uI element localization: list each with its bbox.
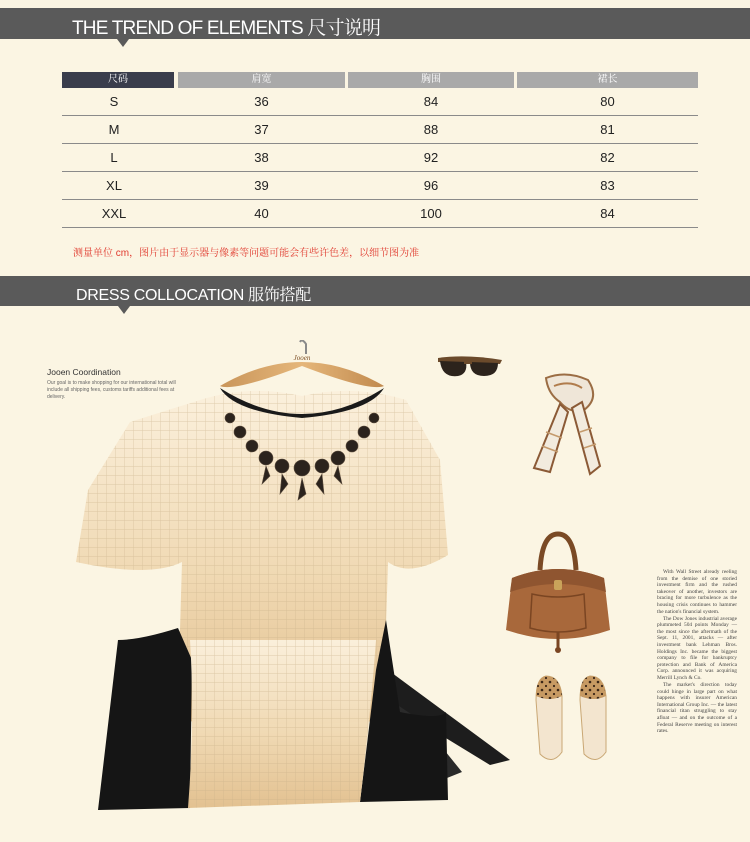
sunglasses-photo	[436, 352, 504, 382]
cell-shoulder: 37	[254, 122, 269, 137]
cell-length: 83	[600, 178, 615, 193]
table-row	[62, 144, 698, 172]
table-row	[62, 116, 698, 144]
size-table	[62, 72, 698, 228]
header-shoulder: 肩宽	[178, 72, 345, 88]
table-row	[62, 172, 698, 200]
cell-bust: 84	[423, 94, 439, 109]
cell-shoulder: 36	[254, 94, 269, 109]
cell-bust: 88	[423, 122, 439, 137]
newspaper-article	[657, 569, 737, 735]
cell-length: 81	[600, 122, 615, 137]
cell-bust: 96	[423, 178, 439, 193]
coordination-text: Our goal is to make shopping for our international total will include all shipping fees, customs tariffs additional fees at delivery.	[47, 380, 176, 400]
header-size: 尺码	[62, 72, 174, 88]
dress-collocation-banner	[0, 276, 750, 306]
table-row	[62, 88, 698, 116]
article-paragraph: With Wall Street already reeling from the demise of one storied investment firm and the rushed takeover of another, investors are bracing for more turbulence as the housing crisis continues to hammer the nation's financial system.	[657, 569, 737, 615]
article-paragraph: The Dow Jones industrial average plummeted 504 points Monday — the most since the aftermath of the Sept. 11, 2001, attacks — after investment bank Lehman Bros. Holdings Inc. became the biggest company to file for bankruptcy protection and Bank of America Corp. announced it was acquiring Merrill Lynch & Co.	[657, 615, 737, 681]
banner-pointer	[118, 306, 130, 314]
table-row	[62, 200, 698, 228]
shoes-photo	[532, 672, 612, 768]
cell-bust: 92	[423, 150, 439, 165]
cell-shoulder: 40	[254, 206, 269, 221]
cell-size: M	[108, 122, 120, 137]
cell-length: 84	[600, 206, 615, 221]
banner-pointer	[117, 39, 129, 47]
cell-shoulder: 38	[254, 150, 269, 165]
cell-size: S	[109, 94, 119, 109]
measurement-note: 测量单位 cm，图片由于显示器与像素等问题可能会有些许色差，以细节图为准	[73, 248, 420, 259]
dress-collocation-title: DRESS COLLOCATION 服饰搭配	[76, 287, 311, 304]
cell-size: XXL	[101, 206, 127, 221]
size-guide-title: THE TREND OF ELEMENTS 尺寸说明	[72, 18, 381, 39]
scarf-photo	[530, 372, 602, 478]
hanger-brand-text: Jooen	[293, 354, 311, 362]
cell-shoulder: 39	[254, 178, 269, 193]
cell-size: XL	[106, 178, 122, 193]
cell-bust: 100	[420, 206, 442, 221]
header-bust: 胸围	[348, 72, 514, 88]
dress-photo	[70, 340, 530, 810]
article-paragraph: The market's direction today could hinge in large part on what happens with insurer American International Group Inc. — the latest financial titan struggling to stay afloat — and on the outcome of a Federal Reserve meeting on interest rates.	[657, 682, 737, 735]
coordination-heading: Jooen Coordination	[47, 367, 121, 377]
size-table-header	[62, 72, 698, 88]
handbag-photo	[502, 530, 614, 654]
cell-size: L	[110, 150, 118, 165]
size-guide-banner	[0, 8, 750, 39]
cell-length: 80	[600, 94, 615, 109]
cell-length: 82	[600, 150, 615, 165]
header-length: 裙长	[517, 72, 698, 88]
